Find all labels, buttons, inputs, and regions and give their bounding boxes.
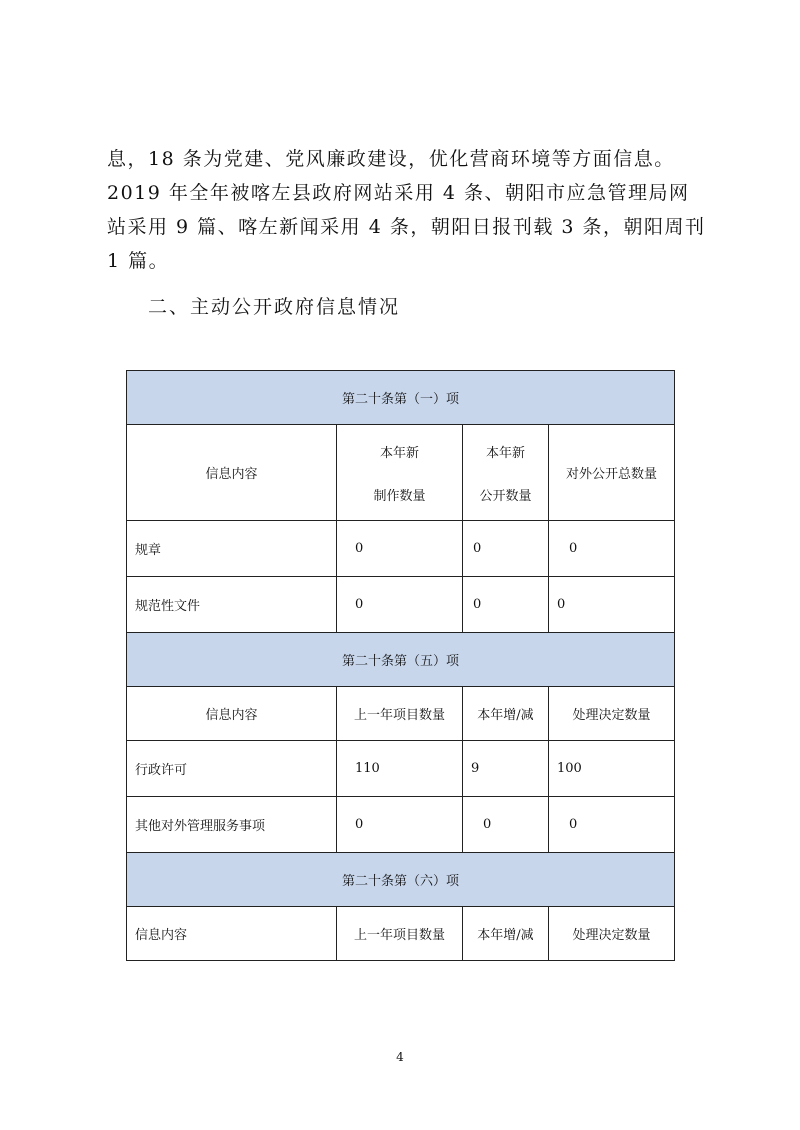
paragraph-line: 1 篇。 — [107, 250, 170, 272]
header-change: 本年增/减 — [463, 907, 549, 961]
header-row — [127, 425, 675, 521]
section-title-row — [127, 371, 675, 425]
table-row — [127, 797, 675, 853]
section-title-row — [127, 853, 675, 907]
paragraph-line: 息，18 条为党建、党风廉政建设，优化营商环境等方面信息。 — [107, 148, 675, 170]
section-title: 第二十条第（五）项 — [127, 633, 675, 687]
paragraph-line: 站采用 9 篇、喀左新闻采用 4 条，朝阳日报刊载 3 条，朝阳周刊 — [107, 216, 706, 238]
section-heading: 二、主动公开政府信息情况 — [148, 296, 401, 318]
header-info-content: 信息内容 — [127, 687, 337, 741]
paragraph-line: 2019 年全年被喀左县政府网站采用 4 条、朝阳市应急管理局网 — [107, 182, 690, 204]
row-label: 规章 — [127, 521, 337, 577]
header-decisions: 处理决定数量 — [549, 687, 675, 741]
header-new-made: 本年新 制作数量 — [337, 425, 463, 521]
header-info-content: 信息内容 — [127, 907, 337, 961]
row-label: 其他对外管理服务事项 — [127, 797, 337, 853]
cell-value: 0 — [337, 577, 463, 633]
header-row — [127, 687, 675, 741]
header-prev-year: 上一年项目数量 — [337, 687, 463, 741]
table-row — [127, 741, 675, 797]
cell-value: 0 — [549, 577, 675, 633]
page-number: 4 — [396, 1050, 404, 1064]
cell-value: 100 — [549, 741, 675, 797]
cell-value: 0 — [463, 797, 549, 853]
cell-value: 110 — [337, 741, 463, 797]
header-info-content: 信息内容 — [127, 425, 337, 521]
table-row — [127, 577, 675, 633]
section-title: 第二十条第（六）项 — [127, 853, 675, 907]
row-label: 规范性文件 — [127, 577, 337, 633]
header-new-published: 本年新 公开数量 — [463, 425, 549, 521]
header-decisions: 处理决定数量 — [549, 907, 675, 961]
table-row — [127, 521, 675, 577]
cell-value: 0 — [337, 521, 463, 577]
body-paragraph — [107, 142, 707, 278]
section-title: 第二十条第（一）项 — [127, 371, 675, 425]
cell-value: 0 — [549, 797, 675, 853]
header-change: 本年增/减 — [463, 687, 549, 741]
header-row — [127, 907, 675, 961]
section-title-row — [127, 633, 675, 687]
cell-value: 9 — [463, 741, 549, 797]
row-label: 行政许可 — [127, 741, 337, 797]
header-total-public: 对外公开总数量 — [549, 425, 675, 521]
cell-value: 0 — [463, 521, 549, 577]
cell-value: 0 — [549, 521, 675, 577]
cell-value: 0 — [463, 577, 549, 633]
cell-value: 0 — [337, 797, 463, 853]
disclosure-table — [126, 370, 675, 961]
header-prev-year: 上一年项目数量 — [337, 907, 463, 961]
